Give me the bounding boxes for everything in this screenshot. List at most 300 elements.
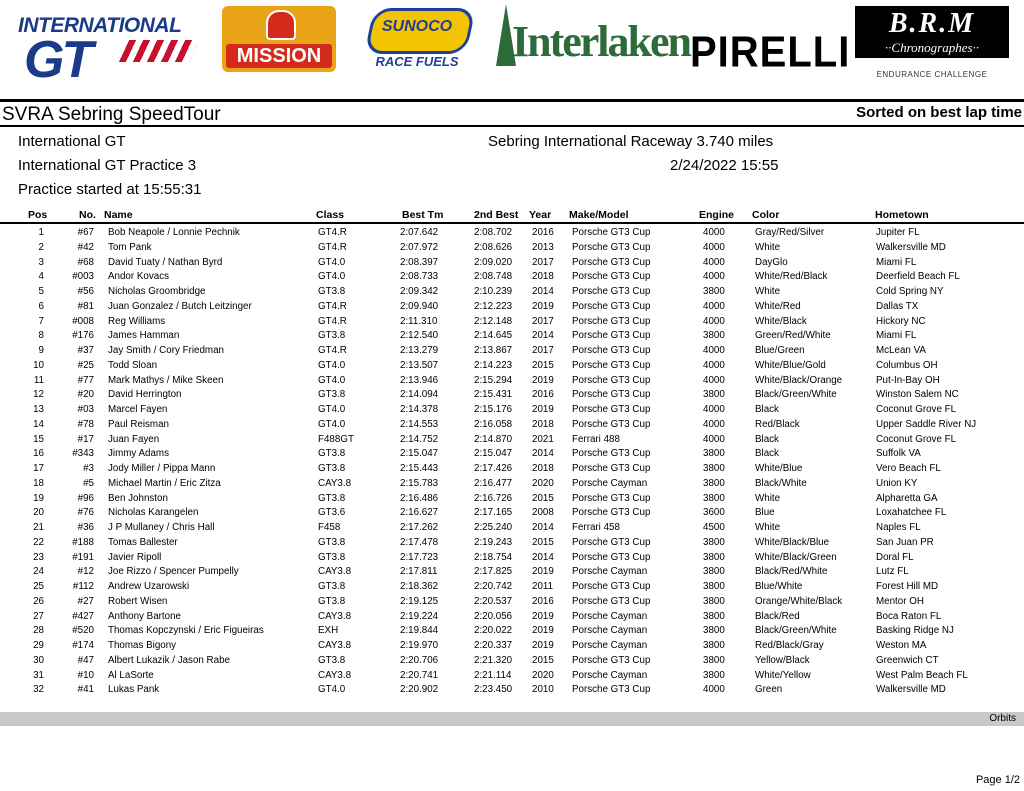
cell-pos: 12 (33, 389, 44, 401)
cell-no: #008 (72, 315, 94, 327)
cell-second: 2:12.223 (474, 300, 513, 312)
cell-make: Porsche GT3 Cup (572, 345, 651, 356)
cell-make: Porsche Cayman (572, 625, 648, 637)
cell-best: 2:13.946 (400, 374, 439, 386)
cell-no: #67 (77, 227, 94, 238)
table-row (0, 462, 1024, 477)
cell-best: 2:17.478 (400, 536, 439, 548)
cell-pos: 3 (38, 256, 44, 268)
cell-class: GT3.8 (318, 330, 346, 342)
col-class: Class (316, 209, 345, 221)
col-no: No. (79, 209, 96, 221)
cell-name: Nicholas Karangelen (108, 507, 199, 519)
cell-pos: 1 (38, 227, 44, 238)
cell-second: 2:15.176 (474, 404, 513, 415)
cell-color: Black/Green/White (755, 625, 837, 637)
cell-second: 2:16.058 (474, 418, 513, 430)
cell-make: Porsche GT3 Cup (572, 374, 651, 386)
cell-year: 2008 (532, 507, 554, 519)
cell-no: #17 (77, 433, 94, 445)
cell-color: White (755, 286, 781, 297)
cell-make: Porsche GT3 Cup (572, 581, 651, 592)
cell-second: 2:20.742 (474, 581, 513, 592)
table-row (0, 624, 1024, 639)
cell-home: West Palm Beach FL (876, 669, 968, 681)
cell-no: #176 (72, 330, 94, 342)
cell-year: 2017 (532, 315, 554, 327)
cell-class: GT3.6 (318, 507, 346, 519)
cell-best: 2:08.733 (400, 271, 439, 283)
cell-year: 2015 (532, 654, 554, 666)
cell-year: 2014 (532, 448, 554, 460)
cell-pos: 13 (33, 404, 44, 415)
event-title: SVRA Sebring SpeedTour (2, 104, 221, 125)
cell-color: DayGlo (755, 256, 788, 268)
footer-bar (0, 712, 1024, 726)
cell-second: 2:23.450 (474, 684, 513, 696)
cell-home: Doral FL (876, 551, 914, 563)
cell-class: GT4.0 (318, 256, 346, 268)
cell-color: Gray/Red/Silver (755, 227, 825, 238)
cell-class: GT4.R (318, 227, 347, 238)
cell-engine: 4000 (703, 271, 725, 283)
cell-color: White/Black/Blue (755, 536, 830, 548)
interlaken-logo: Interlaken (494, 2, 648, 72)
cell-year: 2018 (532, 418, 554, 430)
table-row (0, 270, 1024, 285)
cell-second: 2:18.754 (474, 551, 513, 563)
table-row (0, 669, 1024, 684)
cell-best: 2:16.627 (400, 507, 439, 519)
cell-no: #76 (77, 507, 94, 519)
cell-no: #42 (77, 241, 94, 253)
cell-color: Yellow/Black (755, 654, 810, 666)
cell-year: 2019 (532, 300, 554, 312)
cell-best: 2:19.224 (400, 610, 439, 622)
cell-pos: 2 (38, 241, 44, 253)
cell-name: David Tuaty / Nathan Byrd (108, 256, 223, 268)
cell-no: #47 (77, 654, 94, 666)
cell-class: GT4.0 (318, 418, 346, 430)
cell-year: 2019 (532, 625, 554, 637)
cell-year: 2019 (532, 640, 554, 651)
table-row (0, 447, 1024, 462)
cell-name: Reg Williams (108, 315, 166, 327)
cell-engine: 3800 (703, 492, 725, 504)
cell-name: Anthony Bartone (108, 610, 181, 622)
cell-year: 2020 (532, 669, 554, 681)
cell-color: White (755, 522, 781, 533)
international-gt-logo: INTERNATIONAL GT (14, 8, 194, 80)
table-row (0, 359, 1024, 374)
cell-name: Andor Kovacs (108, 271, 169, 283)
cell-engine: 4000 (703, 684, 725, 696)
col-best: Best Tm (402, 209, 444, 221)
cell-no: #343 (72, 448, 94, 460)
cell-second: 2:08.748 (474, 271, 513, 283)
cell-class: F458 (318, 522, 341, 533)
cell-year: 2014 (532, 551, 554, 563)
table-row (0, 551, 1024, 566)
cell-home: Miami FL (876, 330, 917, 342)
cell-color: Orange/White/Black (755, 595, 843, 607)
cell-year: 2014 (532, 330, 554, 342)
cell-color: Black (755, 404, 779, 415)
cell-year: 2019 (532, 566, 554, 578)
cell-engine: 4000 (703, 315, 725, 327)
cell-home: Loxahatchee FL (876, 507, 947, 519)
table-header-rule (0, 222, 1024, 224)
table-row (0, 683, 1024, 698)
cell-no: #191 (72, 551, 94, 563)
cell-home: San Juan PR (876, 536, 934, 548)
col-make: Make/Model (569, 209, 629, 221)
col-color: Color (752, 209, 780, 221)
cell-second: 2:20.337 (474, 640, 513, 651)
cell-color: White/Red (755, 300, 801, 312)
cell-no: #25 (77, 359, 94, 371)
cell-no: #77 (77, 374, 94, 386)
cell-no: #5 (83, 477, 94, 489)
cell-name: Tom Pank (108, 241, 152, 253)
cell-pos: 14 (33, 418, 44, 430)
cell-engine: 4000 (703, 227, 725, 238)
cell-name: Lukas Pank (108, 684, 160, 696)
cell-best: 2:19.970 (400, 640, 439, 651)
cell-engine: 3800 (703, 669, 725, 681)
cell-second: 2:15.294 (474, 374, 513, 386)
table-row (0, 433, 1024, 448)
table-row (0, 388, 1024, 403)
cell-name: Javier Ripoll (108, 551, 162, 563)
cell-year: 2014 (532, 522, 554, 533)
mission-logo: MISSION (222, 6, 336, 72)
cell-color: White (755, 492, 781, 504)
cell-engine: 3800 (703, 463, 725, 474)
cell-home: Coconut Grove FL (876, 404, 957, 415)
cell-second: 2:13.867 (474, 345, 513, 356)
cell-engine: 3800 (703, 536, 725, 548)
table-row (0, 477, 1024, 492)
cell-second: 2:12.148 (474, 315, 513, 327)
cell-no: #78 (77, 418, 94, 430)
page-number: Page 1/2 (975, 774, 1020, 786)
cell-pos: 6 (38, 300, 44, 312)
table-row (0, 521, 1024, 536)
header-rule (0, 99, 1024, 102)
col-home: Hometown (875, 209, 929, 221)
sponsor-banner (0, 0, 1024, 95)
orbits-label: Orbits (989, 713, 1016, 724)
cell-home: Deerfield Beach FL (876, 271, 960, 283)
cell-best: 2:14.752 (400, 433, 439, 445)
cell-make: Porsche GT3 Cup (572, 492, 651, 504)
cell-no: #03 (77, 404, 94, 415)
cell-pos: 28 (33, 625, 44, 637)
cell-class: F488GT (318, 433, 354, 445)
table-row (0, 580, 1024, 595)
cell-best: 2:18.362 (400, 581, 439, 592)
cell-class: GT3.8 (318, 286, 346, 297)
cell-second: 2:20.537 (474, 595, 513, 607)
cell-home: Coconut Grove FL (876, 433, 957, 445)
cell-second: 2:19.243 (474, 536, 513, 548)
cell-home: McLean VA (876, 345, 926, 356)
cell-home: Mentor OH (876, 595, 924, 607)
cell-make: Porsche GT3 Cup (572, 271, 651, 283)
cell-engine: 4500 (703, 522, 725, 533)
cell-engine: 3800 (703, 640, 725, 651)
table-row (0, 506, 1024, 521)
cell-year: 2018 (532, 463, 554, 474)
cell-class: GT4.0 (318, 684, 346, 696)
cell-pos: 16 (33, 448, 44, 460)
cell-make: Porsche GT3 Cup (572, 300, 651, 312)
cell-color: White/Black (755, 315, 807, 327)
cell-pos: 22 (33, 536, 44, 548)
sunoco-logo: SUNOCO RACE FUELS (357, 6, 477, 72)
bell-icon (266, 10, 296, 40)
cell-make: Porsche GT3 Cup (572, 389, 651, 401)
table-row (0, 256, 1024, 271)
session-datetime: 2/24/2022 15:55 (670, 157, 779, 174)
cell-home: Cold Spring NY (876, 286, 944, 297)
cell-make: Porsche GT3 Cup (572, 227, 651, 238)
cell-name: Nicholas Groombridge (108, 286, 206, 297)
cell-make: Porsche GT3 Cup (572, 241, 651, 253)
cell-pos: 15 (33, 433, 44, 445)
cell-no: #41 (77, 684, 94, 696)
cell-name: Tomas Ballester (108, 536, 178, 548)
cell-second: 2:14.223 (474, 359, 513, 371)
cell-engine: 3800 (703, 654, 725, 666)
cell-make: Porsche GT3 Cup (572, 404, 651, 415)
cell-name: Ben Johnston (108, 492, 168, 504)
cell-make: Porsche GT3 Cup (572, 654, 651, 666)
cell-best: 2:17.262 (400, 522, 439, 533)
cell-year: 2016 (532, 227, 554, 238)
cell-make: Porsche Cayman (572, 566, 648, 578)
table-row (0, 595, 1024, 610)
cell-engine: 4000 (703, 418, 725, 430)
cell-home: Naples FL (876, 522, 921, 533)
table-row (0, 536, 1024, 551)
cell-name: Thomas Bigony (108, 640, 177, 651)
cell-year: 2015 (532, 492, 554, 504)
cell-make: Porsche GT3 Cup (572, 330, 651, 342)
cell-no: #36 (77, 522, 94, 533)
cell-best: 2:07.972 (400, 241, 439, 253)
cell-best: 2:15.047 (400, 448, 439, 460)
cell-home: Weston MA (876, 640, 927, 651)
cell-name: David Herrington (108, 389, 182, 401)
table-row (0, 226, 1024, 241)
cell-color: Blue (755, 507, 775, 519)
table-row (0, 418, 1024, 433)
cell-pos: 5 (38, 286, 44, 297)
cell-year: 2017 (532, 256, 554, 268)
cell-engine: 3800 (703, 330, 725, 342)
cell-color: White/Yellow (755, 669, 811, 681)
cell-engine: 3800 (703, 551, 725, 563)
cell-engine: 3800 (703, 595, 725, 607)
cell-year: 2020 (532, 477, 554, 489)
cell-engine: 3800 (703, 625, 725, 637)
cell-engine: 3800 (703, 581, 725, 592)
cell-pos: 25 (33, 581, 44, 592)
cell-best: 2:07.642 (400, 227, 439, 238)
cell-pos: 11 (33, 374, 44, 386)
cell-home: Dallas TX (876, 300, 919, 312)
cell-year: 2017 (532, 345, 554, 356)
cell-engine: 3800 (703, 477, 725, 489)
cell-name: Paul Reisman (108, 418, 169, 430)
table-row (0, 329, 1024, 344)
cell-class: GT3.8 (318, 581, 346, 592)
cell-make: Porsche Cayman (572, 640, 648, 651)
cell-class: GT4.R (318, 300, 347, 312)
cell-best: 2:17.723 (400, 551, 439, 563)
cell-year: 2021 (532, 433, 554, 445)
checkered-flag-icon (119, 40, 199, 62)
cell-color: Blue/White (755, 581, 803, 592)
cell-engine: 4000 (703, 404, 725, 415)
cell-second: 2:15.431 (474, 389, 513, 401)
cell-best: 2:14.094 (400, 389, 439, 401)
table-row (0, 300, 1024, 315)
cell-no: #3 (83, 463, 94, 474)
cell-color: White/Blue/Gold (755, 359, 826, 371)
cell-no: #68 (77, 256, 94, 268)
cell-home: Union KY (876, 477, 918, 489)
cell-pos: 18 (33, 477, 44, 489)
cell-class: GT3.8 (318, 463, 346, 474)
cell-name: Michael Martin / Eric Zitza (108, 477, 221, 489)
cell-year: 2019 (532, 404, 554, 415)
cell-class: GT4.R (318, 345, 347, 356)
cell-make: Porsche GT3 Cup (572, 286, 651, 297)
cell-best: 2:12.540 (400, 330, 439, 342)
cell-engine: 4000 (703, 374, 725, 386)
cell-home: Columbus OH (876, 359, 938, 371)
cell-name: Marcel Fayen (108, 404, 168, 415)
cell-pos: 10 (33, 359, 44, 371)
cell-home: Boca Raton FL (876, 610, 942, 622)
cell-engine: 3800 (703, 389, 725, 401)
cell-class: GT3.8 (318, 448, 346, 460)
results-table (0, 226, 1024, 698)
cell-color: White/Black/Orange (755, 374, 843, 386)
cell-pos: 29 (33, 640, 44, 651)
table-row (0, 565, 1024, 580)
brm-logo: B.R.M ··Chronographes·· ENDURANCE CHALLENGE (855, 6, 1009, 84)
cell-home: Basking Ridge NJ (876, 625, 954, 637)
cell-make: Porsche GT3 Cup (572, 536, 651, 548)
cell-year: 2019 (532, 610, 554, 622)
cell-name: Juan Fayen (108, 433, 160, 445)
cell-pos: 31 (33, 669, 44, 681)
cell-home: Hickory NC (876, 315, 926, 327)
cell-make: Porsche GT3 Cup (572, 595, 651, 607)
cell-name: Mark Mathys / Mike Skeen (108, 374, 224, 386)
cell-name: James Hamman (108, 330, 180, 342)
session-name: International GT Practice 3 (18, 157, 197, 174)
cell-second: 2:17.426 (474, 463, 513, 474)
cell-color: Black (755, 433, 779, 445)
cell-second: 2:20.022 (474, 625, 513, 637)
cell-pos: 24 (33, 566, 44, 578)
cell-pos: 30 (33, 654, 44, 666)
cell-second: 2:25.240 (474, 522, 513, 533)
cell-engine: 4000 (703, 256, 725, 268)
cell-home: Forest Hill MD (876, 581, 939, 592)
cell-best: 2:17.811 (400, 566, 438, 578)
cell-pos: 7 (38, 315, 44, 327)
cell-home: Walkersville MD (876, 684, 946, 696)
cell-second: 2:08.702 (474, 227, 513, 238)
cell-make: Porsche GT3 Cup (572, 507, 651, 519)
table-row (0, 241, 1024, 256)
cell-second: 2:08.626 (474, 241, 513, 253)
table-row (0, 403, 1024, 418)
cell-color: Green (755, 684, 783, 696)
cell-color: White/Red/Black (755, 271, 828, 283)
pirelli-logo: PIRELLI (690, 27, 851, 77)
cell-engine: 3800 (703, 566, 725, 578)
cell-year: 2018 (532, 271, 554, 283)
cell-pos: 19 (33, 492, 44, 504)
col-engine: Engine (699, 209, 735, 221)
cell-home: Upper Saddle River NJ (876, 418, 977, 430)
cell-make: Porsche GT3 Cup (572, 315, 651, 327)
cell-name: Jay Smith / Cory Friedman (108, 345, 224, 356)
table-row (0, 639, 1024, 654)
cell-pos: 20 (33, 507, 44, 519)
col-name: Name (104, 209, 133, 221)
cell-class: GT3.8 (318, 536, 346, 548)
session-start: Practice started at 15:55:31 (18, 181, 202, 198)
cell-home: Winston Salem NC (876, 389, 959, 401)
cell-year: 2016 (532, 595, 554, 607)
table-row (0, 654, 1024, 669)
cell-no: #174 (72, 640, 94, 651)
sort-note: Sorted on best lap time (856, 104, 1022, 121)
cell-engine: 4000 (703, 359, 725, 371)
cell-year: 2013 (532, 241, 554, 253)
cell-home: Lutz FL (876, 566, 909, 578)
cell-no: #20 (77, 389, 94, 401)
cell-best: 2:15.443 (400, 463, 439, 474)
cell-color: Black/White (755, 477, 807, 489)
cell-home: Vero Beach FL (876, 463, 941, 474)
cell-name: Joe Rizzo / Spencer Pumpelly (108, 566, 239, 578)
cell-class: GT4.0 (318, 374, 346, 386)
cell-no: #112 (72, 581, 94, 592)
cell-year: 2015 (532, 359, 554, 371)
cell-home: Alpharetta GA (876, 492, 938, 504)
cell-class: CAY3.8 (318, 669, 352, 681)
cell-home: Jupiter FL (876, 227, 920, 238)
cell-name: Al LaSorte (108, 669, 154, 681)
cell-no: #37 (77, 345, 94, 356)
cell-year: 2010 (532, 684, 554, 696)
cell-color: Blue/Green (755, 345, 805, 356)
cell-color: Black (755, 448, 779, 460)
col-year: Year (529, 209, 552, 221)
cell-name: Bob Neapole / Lonnie Pechnik (108, 227, 240, 238)
cell-color: Black/Red/White (755, 566, 828, 578)
cell-second: 2:09.020 (474, 256, 513, 268)
